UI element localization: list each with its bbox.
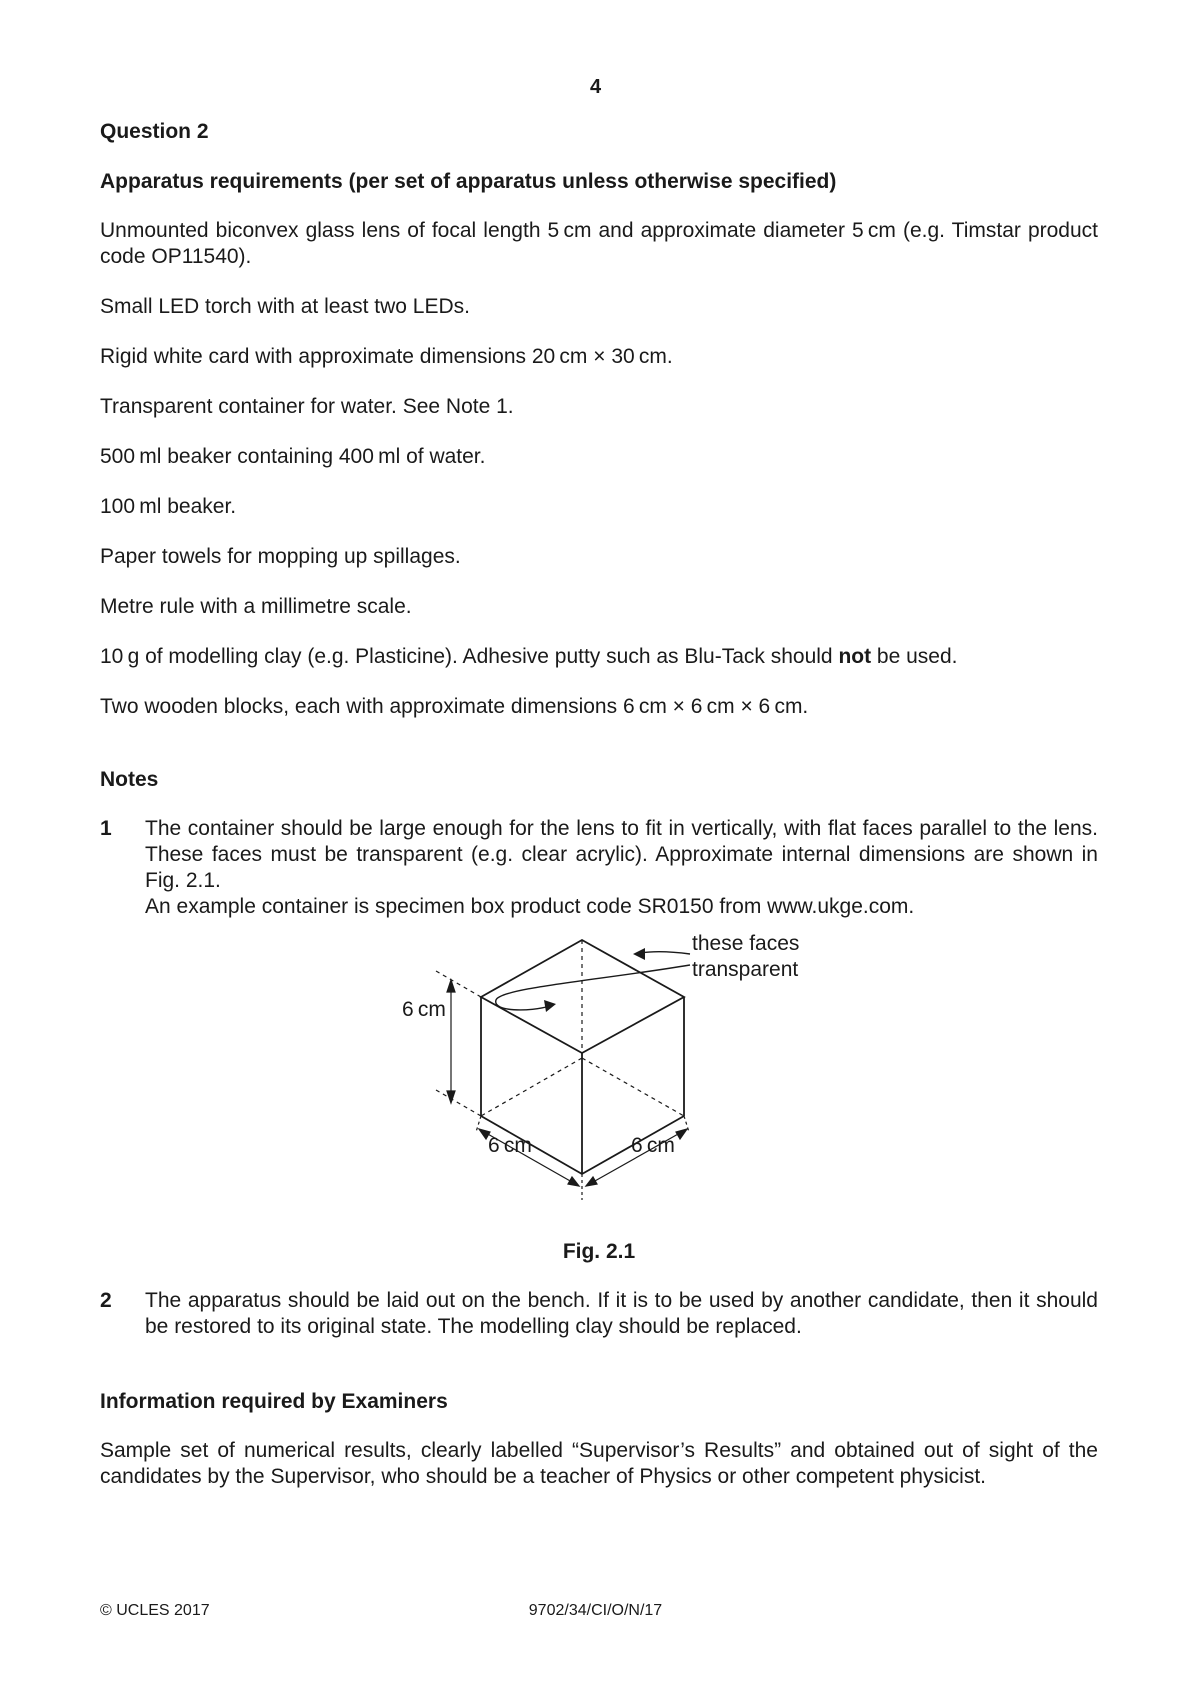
label-faces-line2: transparent [692,958,799,981]
apparatus-item-blocks: Two wooden blocks, each with approximate dimensions 6 cm × 6 cm × 6 cm. [100,695,809,718]
apparatus-item-towels: Paper towels for mopping up spillages. [100,545,461,568]
clay-text-bold: not [838,645,872,668]
notes-heading: Notes [100,768,159,791]
note-1-example: An example container is specimen box product code SR0150 from www.ukge.com. [145,895,915,918]
width-right-label: 6 cm [631,1134,675,1157]
apparatus-item-metre-rule: Metre rule with a millimetre scale. [100,595,412,618]
footer-code: 9702/34/CI/O/N/17 [528,1602,663,1619]
apparatus-item-beaker-500: 500 ml beaker containing 400 ml of water. [100,445,486,468]
clay-text-after: be used. [871,645,958,668]
page-number: 4 [589,76,602,98]
note-2-text: The apparatus should be laid out on the bench. If it is to be used by another candidate, then it should be restored to its original state. The modelling clay should be replaced. [145,1289,1098,1338]
note-2-number: 2 [100,1289,112,1312]
examiners-text: Sample set of numerical results, clearly labelled “Supervisor’s Results” and obtained out of sight of the candidates by the Supervisor, who should be a teacher of Physics or other competent physicist. [100,1439,1098,1488]
apparatus-item-container: Transparent container for water. See Note 1. [100,395,514,418]
examiners-heading: Information required by Examiners [100,1390,448,1413]
note-1-number: 1 [100,817,112,840]
note-1 [100,816,1098,920]
apparatus-item-card: Rigid white card with approximate dimensions 20 cm × 30 cm. [100,345,673,368]
apparatus-heading: Apparatus requirements (per set of apparatus unless otherwise specified) [100,170,837,193]
note-1-text: The container should be large enough for the lens to fit in vertically, with flat faces parallel to the lens. These faces must be transparent (e.g. clear acrylic). Approximate internal dimensions are shown in Fig. 2.1. [145,817,1098,892]
apparatus-item-clay [100,644,1098,670]
apparatus-item-beaker-100: 100 ml beaker. [100,495,237,518]
height-dimension [436,971,481,1116]
footer-copyright: © UCLES 2017 [100,1602,210,1619]
page-content [100,120,1098,1490]
figure-caption: Fig. 2.1 [562,1240,636,1263]
label-leader-lines [496,948,690,1012]
figure-2-1 [100,920,1098,1240]
width-left-label: 6 cm [488,1134,532,1157]
clay-text-before: 10 g of modelling clay (e.g. Plasticine). Adhesive putty such as Blu-Tack should [100,645,839,668]
question-title: Question 2 [100,120,209,143]
height-label: 6 cm [402,998,446,1021]
apparatus-item-lens: Unmounted biconvex glass lens of focal length 5 cm and approximate diameter 5 cm (e.g. Timstar product code OP11540). [100,219,1098,268]
label-faces-line1: these faces [692,932,800,955]
note-2 [100,1288,1098,1340]
container-diagram [100,920,1098,1240]
apparatus-item-torch: Small LED torch with at least two LEDs. [100,295,470,318]
